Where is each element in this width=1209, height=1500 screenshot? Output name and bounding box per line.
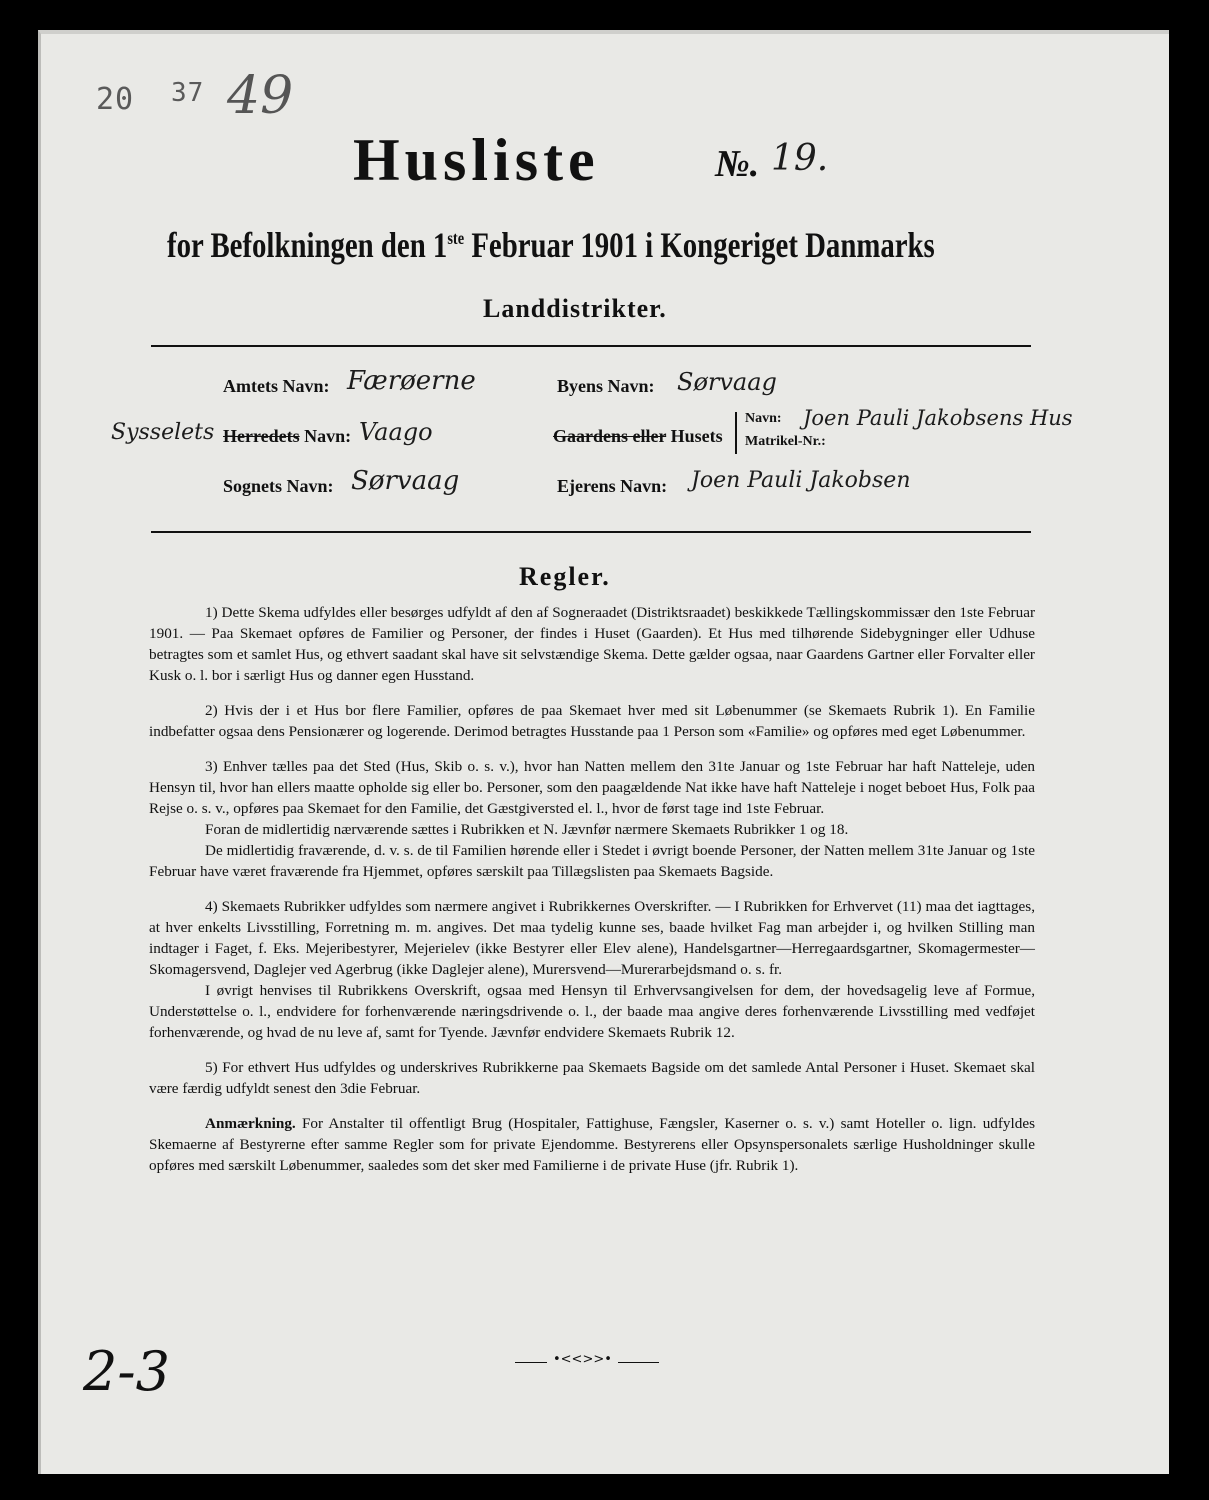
- sogn-value: Sørvaag: [351, 466, 460, 496]
- herred-value: Vaago: [359, 418, 433, 446]
- form-number-value: 19.: [771, 138, 829, 179]
- amt-value: Færøerne: [347, 366, 476, 396]
- husets-label-text: Husets: [670, 426, 723, 446]
- herred-struck-word: Herredets: [223, 426, 300, 446]
- ejer-value: Joen Pauli Jakobsen: [691, 468, 911, 493]
- form-subtitle-2: Landdistrikter.: [483, 294, 667, 323]
- archive-stamp-number: 20: [96, 82, 135, 117]
- brace: [735, 412, 740, 454]
- rule-5: 5) For ethvert Hus udfyldes og underskrives Rubrikkerne paa Skemaets Bagside om det samlede Antal Personer i Huset. Skemaet skal være færdig udfyldt senest den 3die Februar.: [149, 1059, 1035, 1097]
- herred-prefix-handwritten: Sysselets: [111, 420, 215, 445]
- subtitle-text-2: Februar 1901 i Kongeriget Danmarks: [464, 225, 935, 265]
- subtitle-text: for Befolkningen den 1: [167, 225, 448, 265]
- rule-3-note-b: De midlertidig fraværende, d. v. s. de til Familien hørende eller i Stedet i øvrigt boende Personer, der Natten mellem 31te Januar og 1ste Februar have været fraværende fra Hjemmet, opføres særskilt paa Tillægslisten paa Skemaets Bagside.: [149, 842, 1035, 880]
- rules-body: [149, 602, 1035, 1176]
- navn-value: Joen Pauli Jakobsens Hus: [803, 406, 1073, 430]
- matrikel-label: Matrikel-Nr.:: [745, 434, 826, 449]
- navn-label: Navn:: [745, 411, 782, 426]
- rule-1: 1) Dette Skema udfyldes eller besørges udfyldt af den af Sogneraadet (Distriktsraadet) beskikkede Tællingskommissær den 1ste Februar 1901. — Paa Skemaet opføres de Familier og Personer, der findes i Huset (Gaarden). Et Hus med tilhørende Sidebygninger eller Udhuse betragtes som et samlet Hus, og ethvert saadant skal have sit selvstændige Skema. Dette gælder ogsaa, naar Gaardens Gartner eller Forvalter eller Kusk o. l. bor i særligt Hus og danner egen Husstand.: [149, 604, 1035, 684]
- amt-label: Amtets Navn:: [223, 376, 330, 396]
- pencil-folio-number: 49: [227, 66, 294, 126]
- rule-2: 2) Hvis der i et Hus bor flere Familier, opføres de paa Skemaet hver med sit Løbenummer (se Skemaets Rubrik 1). En Familie indbefatter ogsaa dens Pensionærer og logerende. Derimod betragtes Husstande paa 1 Person som «Familie» og opføres med eget Løbenummer.: [149, 702, 1035, 740]
- rule-3-note-a: Foran de midlertidig nærværende sættes i Rubrikken et N. Jævnfør nærmere Skemaets Rubrikker 1 og 18.: [205, 821, 849, 838]
- rules-heading: Regler.: [519, 562, 611, 591]
- byen-label: Byens Navn:: [557, 376, 655, 396]
- husets-label: [553, 426, 723, 447]
- ejer-label: Ejerens Navn:: [557, 476, 668, 496]
- ornament-flourish: •<<>>•: [547, 1352, 618, 1367]
- form-number-label: №.: [715, 143, 760, 185]
- rule-3: 3) Enhver tælles paa det Sted (Hus, Skib o. s. v.), hvor han Natten mellem den 31te Januar og 1ste Februar har haft Natteleje, uden Hensyn til, hvor han ellers maatte opholde sig eller bo. Personer, som den paagældende Nat ikke have haft Natteleje i noget beboet Hus, Folk paa Rejse o. s. v., opføres paa Skemaet for den Familie, det Gæstgiversted el. l., hvor de først tage ind 1ste Februar.: [149, 758, 1035, 817]
- annotation-text: For Anstalter til offentligt Brug (Hospitaler, Fattighuse, Fængsler, Kaserner o. s. v.) samt Hoteller o. lign. udfyldes Skemaerne af Bestyrerne efter samme Regler som for private Ejendomme. Bestyrerens eller Opsynspersonalets særlige Husholdninger skulle opføres med særskilt Løbenummer, saaledes som det sker med Familierne i de private Huse (jfr. Rubrik 1).: [149, 1115, 1035, 1174]
- census-form-page: [38, 30, 1169, 1474]
- subtitle-superscript: ste: [447, 228, 465, 248]
- form-subtitle: [167, 224, 935, 266]
- form-title: Husliste: [353, 127, 600, 193]
- annotation-paragraph: [149, 1113, 1035, 1176]
- gaard-struck-words: Gaardens eller: [553, 426, 667, 446]
- rule-4: 4) Skemaets Rubrikker udfyldes som nærmere angivet i Rubrikkernes Overskrifter. — I Rubrikken for Erhvervet (11) maa det iagttages, at hver enkelts Livsstilling, Forretning m. m. angives. Det maa tydelig kunne ses, baade hvilket Fag man arbejder i, og hvilken Stilling man indtager i Faget, f. Eks. Mejeribestyrer, Mejerielev (ikke Bestyrer eller Elev alene), Handelsgartner—Herregaardsgartner, Skomagermester—Skomagersvend, Daglejer ved Agerbrug (ikke Daglejer alene), Murersvend—Murerarbejdsmand o. s. fr.: [149, 898, 1035, 978]
- divider-bottom: [151, 531, 1031, 533]
- rule-4-note: I øvrigt henvises til Rubrikkens Overskrift, ogsaa med Hensyn til Erhvervsangivelsen for dem, der hovedsagelig leve af Formue, Understøttelse o. l., endvidere for forhenværende næringsdrivende o. l., der baade maa angive deres forhenværende Livsstilling med vedføjet forhenværende, og hvad de nu leve af, samt for Tyende. Jævnfør endvidere Skemaets Rubrik 12.: [149, 982, 1035, 1041]
- corner-pencil-note: 2-3: [83, 1340, 170, 1403]
- herred-label-text: Navn:: [299, 426, 352, 446]
- byen-value: Sørvaag: [677, 368, 777, 396]
- divider-top: [151, 345, 1031, 347]
- annotation-label: Anmærkning.: [205, 1115, 296, 1132]
- sogn-label: Sognets Navn:: [223, 476, 334, 496]
- archive-stamp-number-2: 37: [171, 78, 205, 108]
- herred-label: [223, 426, 351, 447]
